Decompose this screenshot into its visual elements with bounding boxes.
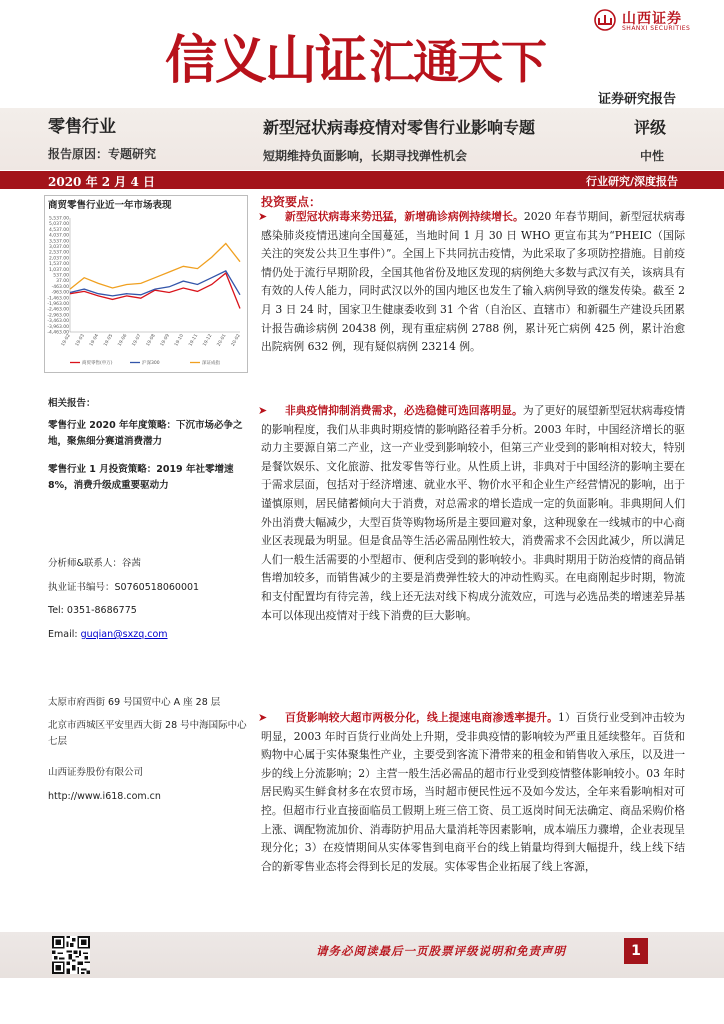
website-link[interactable]: http://www.i618.com.cn	[48, 791, 161, 802]
company-full-name: 山西证券股份有限公司	[48, 767, 144, 778]
address-taiyuan: 太原市府西街 69 号国贸中心 A 座 28 层	[48, 697, 221, 708]
email-label: Email:	[48, 629, 81, 640]
x-tick-label: 19-08	[145, 333, 157, 348]
related-reports-heading: 相关报告：	[48, 398, 96, 409]
x-tick-label: 19-12	[202, 333, 214, 348]
x-tick-label: 19-04	[89, 333, 101, 348]
company-logo-icon	[594, 9, 616, 31]
bullet-arrow-icon: ➤	[258, 404, 268, 417]
x-tick-label: 20-02	[230, 333, 242, 348]
x-tick-label: 19-02	[60, 333, 72, 348]
x-tick-label: 19-07	[131, 333, 143, 348]
industry-label: 零售行业	[48, 117, 116, 137]
x-tick-label: 19-05	[103, 333, 115, 348]
company-logo	[594, 6, 704, 32]
rating-value: 中性	[640, 149, 665, 163]
related-report-2[interactable]: 零售行业 1 月投资策略：2019 年社零增速 8%，消费升级成重要驱动力	[48, 464, 234, 491]
y-tick-label: 5,037.00	[48, 222, 69, 228]
y-tick-label: -1,463.00	[47, 296, 69, 302]
y-tick-label: -3,463.00	[47, 319, 69, 325]
y-tick-label: 3,037.00	[48, 245, 69, 250]
report-date: 2020 年 2 月 4 日	[48, 175, 155, 189]
y-tick-label: 37.00	[56, 279, 69, 285]
y-tick-label: 4,037.00	[48, 233, 69, 239]
x-tick-label: 19-06	[117, 333, 129, 348]
series-line-2	[70, 271, 240, 296]
certificate-number: 执业证书编号：S0760518060001	[48, 582, 200, 593]
page-number: 1	[624, 938, 648, 964]
bullet-arrow-icon: ➤	[258, 210, 268, 223]
key-point-lead: 非典疫情抑制消费需求，必选稳健可选回落明显。	[285, 404, 523, 417]
key-point-text: 2020 年春节期间，新型冠状病毒感染肺炎疫情迅速向全国蔓延，当地时间 1 月 30 日 WHO 更宣布其为“PHEIC（国际关注的突发公共卫生事件）”。全国上下共同抗击疫情，为此采取了多项防控措施。目前疫情仍处于流行早期阶段，全国其他省份及地区发现的病例绝大多数与武汉有关，该病具有有效的人传人能力，同时武汉以外的国内地区也发生了输入病例导致的继发传染。截至 2 月 3 日 24 时，国家卫生健康委收到 31 个省（自治区、直辖市）和新疆生产建设兵团累计报告确诊病例 20438 例，现有重症病例 2788 例，累计死亡病例 425 例，累计治愈出院病例 632 例，现有疑似病例 23214 例。	[261, 210, 685, 354]
key-point-1	[258, 208, 685, 357]
y-tick-label: -3,963.00	[47, 324, 69, 330]
y-tick-label: 1,537.00	[48, 262, 69, 268]
report-reason: 报告原因：专题研究	[48, 147, 157, 161]
key-point-2	[258, 402, 686, 625]
report-subtitle: 短期维持负面影响，长期寻找弹性机会	[263, 149, 468, 163]
company-name-cn: 山西证券	[622, 11, 682, 27]
disclaimer: 请务必阅读最后一页股票评级说明和免责声明	[316, 944, 566, 958]
slogan	[165, 18, 545, 93]
y-tick-label: 5,537.00	[48, 216, 69, 222]
market-performance-chart	[44, 212, 248, 373]
x-tick-label: 19-11	[188, 333, 200, 348]
x-tick-label: 19-10	[174, 333, 186, 348]
y-tick-label: -4,463.00	[47, 330, 69, 336]
y-tick-label: -463.00	[51, 284, 69, 290]
report-title: 新型冠状病毒疫情对零售行业影响专题	[263, 118, 536, 137]
y-tick-label: 537.00	[53, 273, 69, 279]
x-tick-label: 19-03	[75, 333, 86, 348]
key-point-lead: 新型冠状病毒来势迅猛，新增确诊病例持续增长。	[285, 210, 524, 223]
bullet-arrow-icon: ➤	[258, 711, 268, 724]
y-tick-label: 1,037.00	[48, 267, 69, 273]
slogan-right: 汇通天下	[369, 35, 546, 89]
address-beijing: 北京市西城区平安里西大街 28 号中海国际中心七层	[48, 720, 247, 747]
key-point-text: 1）百货行业受到冲击较为明显，2003 年时百货行业尚处上升期，受非典疫情的影响较为严重且延续整年。百货和购物中心属于实体聚集性产业，主要受到客流下滑带来的租金和销售收入承压，以及进一步的线上分流影响；2）主营一般生活必需品的超市行业受到疫情整体影响较小。03 年时居民购买生鲜食材多在农贸市场，当时超市便民性远不及如今发达，全年来看影响相对可控。但超市行业直接面临员工假期上班三倍工资、员工返岗时间无法确定、商品采购价格上涨、调配物流加价、消毒防护用品大量消耗等因素影响，成本端压力骤增，企业表现呈现分化；3）在疫情期间从实体零售到电商平台的线上销量均得到大幅提升，线上线下结合的新零售业态将会得到长足的发展。实体零售企业拓展了线上客源，	[261, 711, 686, 873]
rating-label: 评级	[634, 118, 667, 137]
email-link[interactable]: guqian@sxzq.com	[80, 629, 168, 640]
chart-title: 商贸零售行业近一年市场表现	[48, 200, 172, 211]
y-tick-label: -963.00	[51, 290, 69, 296]
series-line-1	[70, 273, 240, 308]
analyst: 分析师&联系人：谷茜	[48, 558, 141, 569]
key-point-3	[258, 709, 686, 876]
company-name-en: SHANXI SECURITIES	[622, 25, 691, 32]
x-tick-label: 19-09	[160, 333, 171, 348]
telephone: Tel: 0351-8686775	[48, 605, 137, 616]
x-tick-label: 20-01	[216, 333, 228, 348]
legend-label: 深证成指	[202, 361, 220, 366]
header-banner	[0, 0, 724, 112]
key-points-heading: 投资要点：	[261, 195, 322, 209]
y-tick-label: 4,537.00	[48, 227, 69, 233]
legend-label: 商贸零售(申万)	[82, 361, 113, 366]
y-tick-label: 3,537.00	[48, 239, 69, 245]
y-tick-label: -1,963.00	[47, 302, 69, 307]
key-point-lead: 百货影响较大超市两极分化，线上提速电商渗透率提升。	[285, 711, 559, 724]
y-tick-label: -2,963.00	[47, 313, 69, 319]
y-tick-label: -2,463.00	[47, 307, 69, 313]
qr-code-icon[interactable]	[52, 936, 90, 974]
y-tick-label: 2,037.00	[48, 256, 69, 262]
key-point-text: 为了更好的展望新型冠状病毒疫情的影响程度，我们从非典时期疫情的影响路径着手分析。2003 年时，中国经济增长的驱动力主要源自第二产业，这一产业受到影响较小，但第三产业受到的影响相对较大，特别是餐饮娱乐、文化旅游、批发零售等行业。从性质上讲，非典对于中国经济的影响主要在于需求层面，包括对于经济增速、就业水平、物价水平和企业生产经营情况的影响，出于谨慎原则，居民储蓄倾向大于消费，对总需求的增长造成一定的负面影响。非典期间人们外出消费大幅减少，大型百货等购物场所是主要回避对象，这种现象在一线城市的中心商业区表现最为明显。但是食品等生活必需品刚性较大，消费需求不会因此减少，所以满足人们一般生活需要的小型超市、便利店受到的影响较小。非典时期用于防治疫情的商品销售增加较多，而销售减少的主要是消费弹性较大的冲动性购买。在电商刚起步时期，物流和支付配置均有待完善，线上还无法对线下构成分流效应，可选与必选品类的增速差异基本可以体现出疫情对于线下消费的巨大影响。	[261, 404, 686, 622]
slogan-left: 信义山证	[165, 30, 366, 91]
report-type: 行业研究/深度报告	[585, 175, 678, 188]
legend-label: 沪深300	[142, 361, 160, 366]
y-tick-label: 2,537.00	[48, 250, 69, 256]
related-report-1[interactable]: 零售行业 2020 年年度策略：下沉市场必争之地，聚焦细分赛道消费潜力	[48, 420, 243, 447]
report-kind: 证券研究报告	[597, 92, 676, 107]
email-line	[48, 627, 168, 643]
